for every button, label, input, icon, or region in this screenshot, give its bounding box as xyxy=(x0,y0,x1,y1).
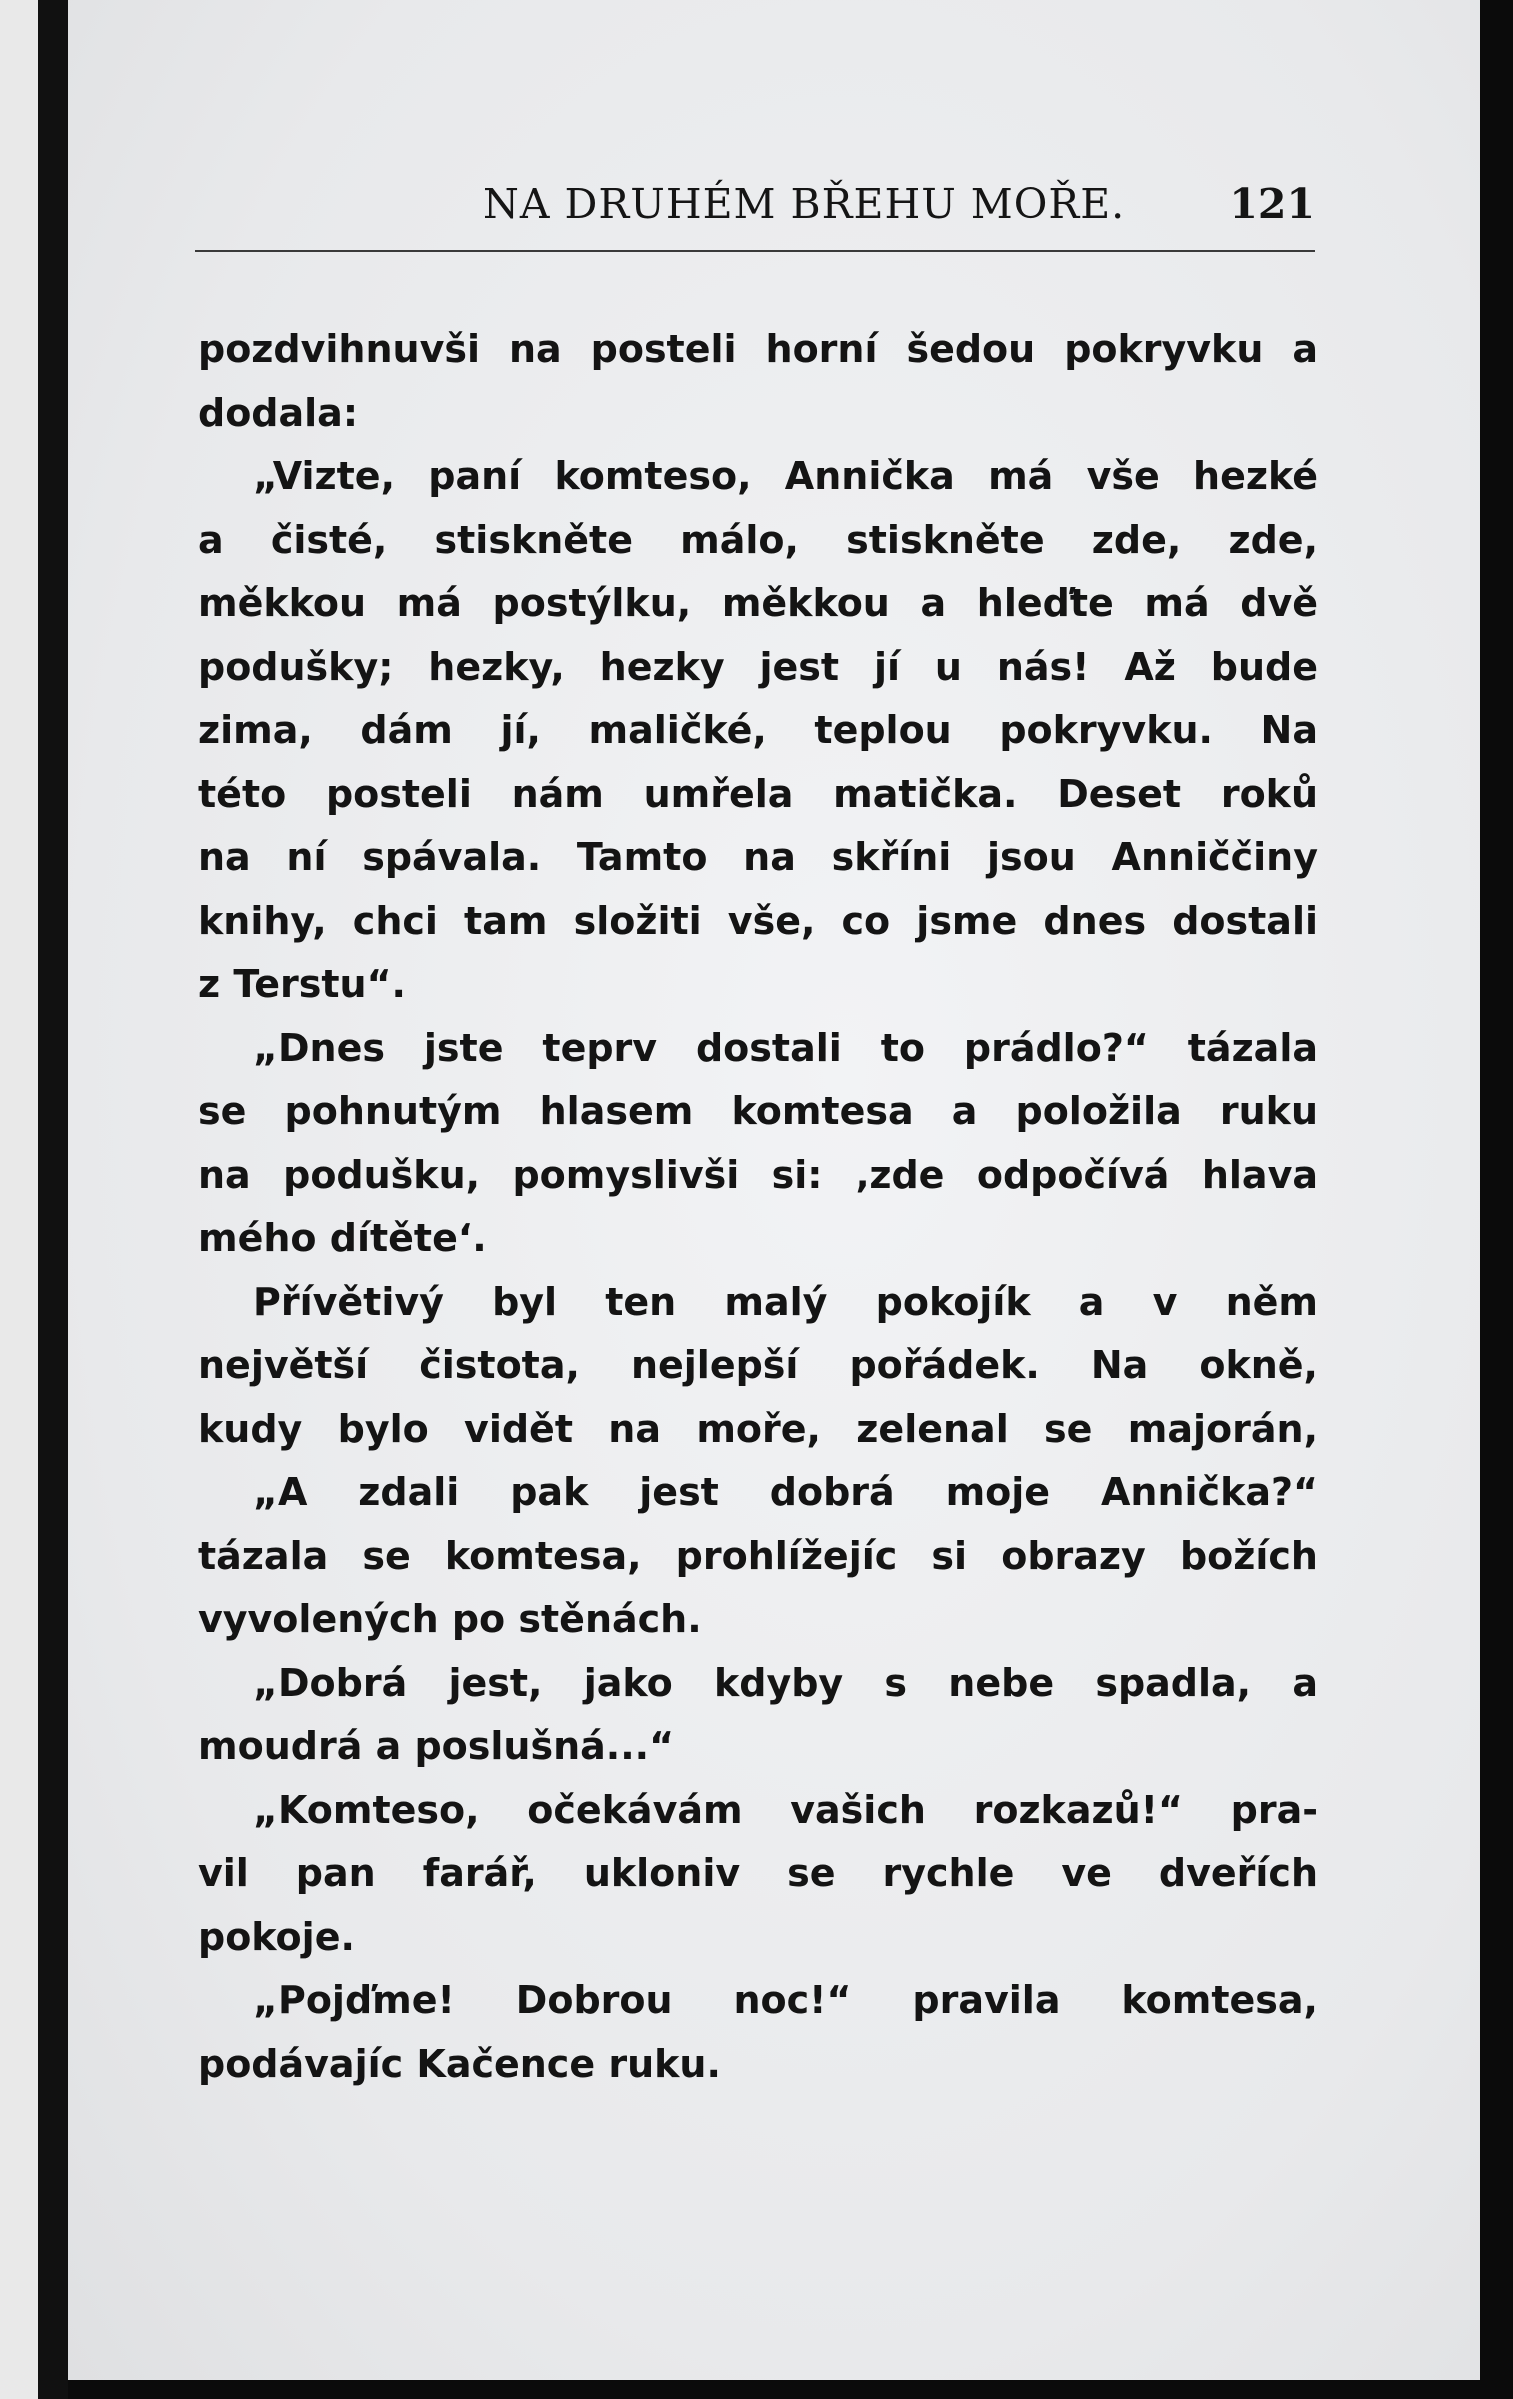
header-rule xyxy=(195,250,1315,252)
text-line: dodala: xyxy=(198,390,359,435)
text-line: „Vizte, paní komteso, Annička má vše hezké xyxy=(253,454,1318,498)
text-line: zima, dám jí, maličké, teplou pokryvku. Na xyxy=(198,708,1318,752)
text-line: vyvolených po stěnách. xyxy=(198,1597,702,1641)
text-line: a čisté, stiskněte málo, stiskněte zde, zde, xyxy=(198,517,1318,562)
text-line: „Komteso, očekávám vašich rozkazů!“ pra- xyxy=(253,1787,1318,1832)
text-line: z Terstu“. xyxy=(198,962,406,1006)
running-head xyxy=(198,180,1315,230)
text-line: podávajíc Kačence ruku. xyxy=(198,2041,721,2086)
text-line: „Dnes jste teprv dostali to prádlo?“ tázala xyxy=(253,1025,1318,1070)
text-line: této posteli nám umřela matička. Deset roků xyxy=(198,771,1318,816)
scan-edge-left xyxy=(0,0,38,2399)
text-line: tázala se komtesa, prohlížejíc si obrazy božích xyxy=(198,1533,1318,1578)
text-line: moudrá a poslušná...“ xyxy=(198,1724,675,1768)
text-line: pozdvihnuvši na posteli horní šedou pokryvku a xyxy=(198,327,1318,371)
book-page xyxy=(68,0,1480,2380)
text-line: podušky; hezky, hezky jest jí u nás! Až bude xyxy=(198,644,1318,689)
text-line: měkkou má postýlku, měkkou a hleďte má dvě xyxy=(198,581,1318,625)
text-line: se pohnutým hlasem komtesa a položila ruku xyxy=(198,1089,1318,1133)
text-line: na podušku, pomyslivši si: ‚zde odpočívá hlava xyxy=(198,1152,1318,1197)
running-title: NA DRUHÉM BŘEHU MOŘE. xyxy=(483,180,1126,228)
text-line: největší čistota, nejlepší pořádek. Na okně, xyxy=(198,1343,1318,1387)
text-line: na ní spávala. Tamto na skříni jsou Anniččiny xyxy=(198,835,1318,879)
text-line: pokoje. xyxy=(198,1914,355,1959)
text-line: knihy, chci tam složiti vše, co jsme dnes dostali xyxy=(198,898,1318,943)
body-text xyxy=(198,318,1318,2096)
text-line: vil pan farář, ukloniv se rychle ve dveřích xyxy=(198,1851,1318,1895)
scan-gutter xyxy=(38,0,68,2399)
text-line: kudy bylo vidět na moře, zelenal se majorán, xyxy=(198,1406,1318,1451)
text-line: „Dobrá jest, jako kdyby s nebe spadla, a xyxy=(253,1660,1318,1705)
text-line: „Pojďme! Dobrou noc!“ pravila komtesa, xyxy=(253,1978,1318,2022)
text-line: „A zdali pak jest dobrá moje Annička?“ xyxy=(253,1470,1318,1514)
text-line: mého dítěte‘. xyxy=(198,1216,487,1260)
page-number: 121 xyxy=(1229,180,1315,228)
text-line: Přívětivý byl ten malý pokojík a v něm xyxy=(253,1279,1318,1324)
